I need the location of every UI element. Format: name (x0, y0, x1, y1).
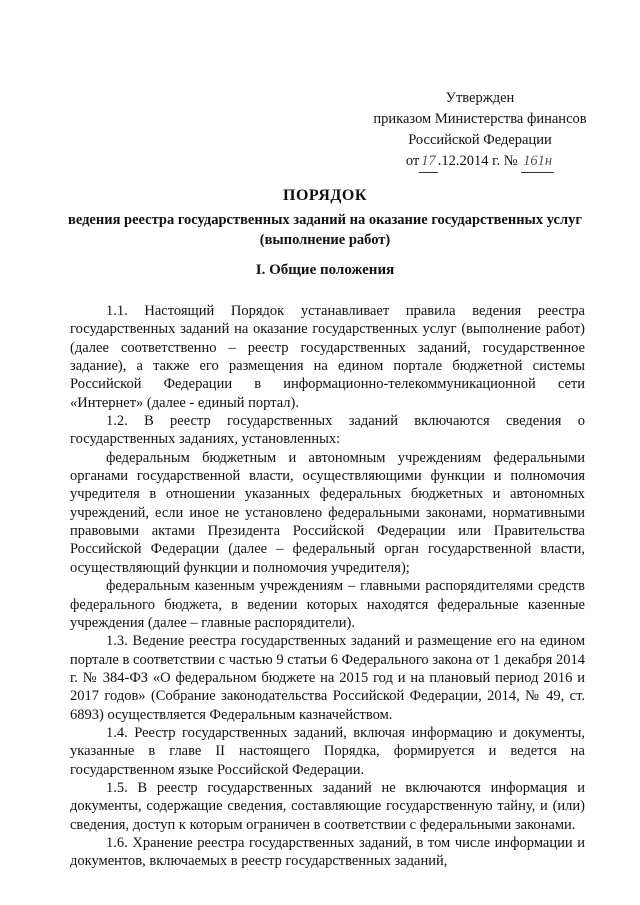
document-title: ПОРЯДОК (283, 187, 367, 204)
title-block (60, 185, 590, 250)
approval-block (360, 88, 600, 173)
paragraph-1-2-state-owned: федеральным казенным учреждениям – главными распорядителями средств федерального бюджета, в ведении которых находятся федеральные казенные учреждения (далее – главные распорядители). (70, 578, 585, 631)
body-text (70, 302, 585, 871)
paragraph-1-4: 1.4. Реестр государственных заданий, включая информацию и документы, указанные в главе II настоящего Порядка, формируется и ведется на государственном языке Российской Федерации. (70, 724, 585, 778)
order-number: 161н (521, 151, 554, 173)
paragraph-1-6: 1.6. Хранение реестра государственных заданий, в том числе информации и документов, включаемых в реестр государственных заданий, (70, 834, 585, 870)
date-prefix: от (405, 153, 420, 169)
section-title: I. Общие положения (255, 262, 395, 278)
date-day: 17 (419, 151, 438, 173)
approval-line-approved: Утвержден (445, 90, 515, 106)
paragraph-1-5: 1.5. В реестр государственных заданий не включаются информация и документы, содержащие сведения, составляющие государственную тайну, и (или) сведения, доступ к которым ограничен в соответствии с федеральными законами. (70, 779, 585, 833)
date-rest: .12.2014 г. № (437, 153, 518, 169)
approval-line-date (360, 151, 600, 173)
paragraph-1-2: 1.2. В реестр государственных заданий включаются сведения о государственных заданиях, установленных: (70, 413, 585, 448)
document-subtitle: ведения реестра государственных заданий на оказание государственных услуг (выполнение работ) (68, 212, 582, 248)
approval-line-ministry: Российской Федерации (408, 132, 552, 148)
paragraph-1-3: 1.3. Ведение реестра государственных заданий и размещение его на едином портале в соответствии с частью 9 статьи 6 Федерального закона от 1 декабря 2014 г. № 384-ФЗ «О федеральном бюджете на 2015 год и на плановый период 2016 и 2017 годов» (Собрание законодательства Российской Федерации, 2014, № 49, ст. 6893) осуществляется Федеральным казначейством. (70, 633, 585, 723)
paragraph-1-1: 1.1. Настоящий Порядок устанавливает правила ведения реестра государственных заданий на оказание государственных услуг (выполнение работ) (далее соответственно – реестр государственных заданий, государственное задание), а также его размещения на едином портале бюджетной системы Российской Федерации в информационно-телекоммуникационной сети «Интернет» (далее - единый портал). (70, 303, 585, 411)
approval-line-order: приказом Министерства финансов (373, 111, 587, 127)
paragraph-1-2-budget-autonomous: федеральным бюджетным и автономным учреждениям федеральными органами государственной власти, осуществляющими функции и полномочия учредителя в отношении указанных федеральных бюджетных и автономных учреждений, если иное не установлено федеральными законами, нормативными правовыми актами Президента Российской Федерации или Правительства Российской Федерации (далее – федеральный орган государственной власти, осуществляющий функции и полномочия учредителя); (70, 449, 585, 576)
